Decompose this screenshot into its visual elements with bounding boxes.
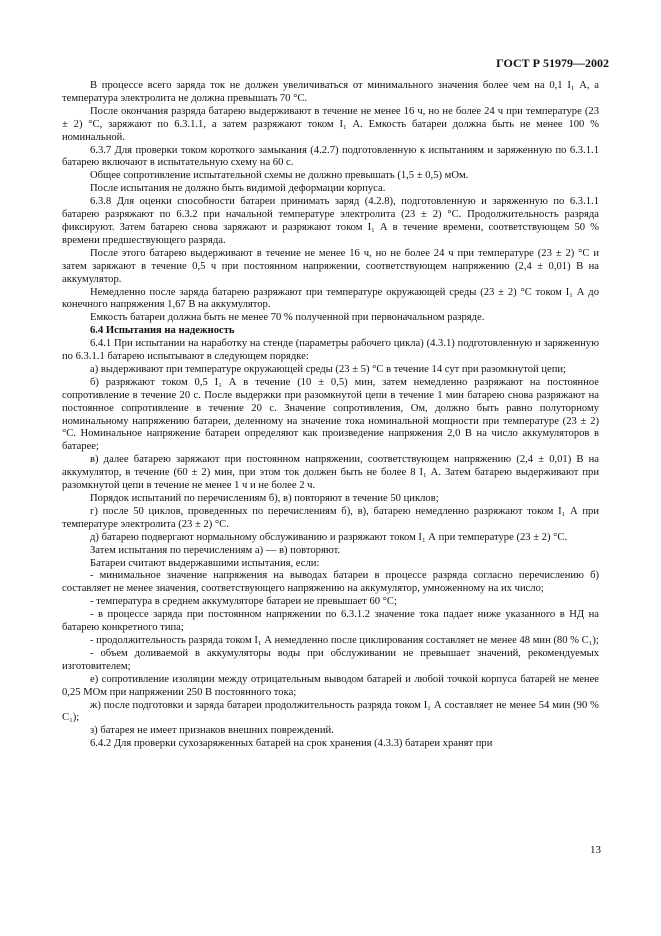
- list-item: - минимальное значение напряжения на выводах батареи в процессе разряда согласно перечислению б) составляет не менее значения, соответствующего напряжению на аккумулятор, умноженному на их число;: [62, 570, 599, 595]
- list-item: - объем доливаемой в аккумуляторы воды при обслуживании не превышает значений, рекомендуемых изготовителем;: [62, 647, 599, 672]
- body-text: [62, 80, 599, 751]
- paragraph: После этого батарею выдерживают в течение не менее 16 ч, но не более 24 ч при температуре (23 ± 2) °С и затем заряжают в течение 0,5 ч при постоянном напряжении, соответствующем напряжению (2,4 ± 0,01) В на аккумулятор.: [62, 247, 599, 285]
- paragraph: Затем испытания по перечислениям а) — в) повторяют.: [90, 544, 341, 556]
- paragraph: Общее сопротивление испытательной схемы не должно превышать (1,5 ± 0,5) мОм.: [90, 170, 469, 182]
- paragraph: В процессе всего заряда ток не должен увеличиваться от минимального значения более чем на 0,1 I₁ А, а температура электролита не должна превышать 70 °С.: [62, 80, 599, 104]
- list-item: ж) после подготовки и заряда батареи продолжительность разряда током I₁ А составляет не менее 54 мин (90 % C₁);: [62, 699, 599, 724]
- list-item: - в процессе заряда при постоянном напряжении по 6.3.1.2 значение тока падает ниже указанного в НД на батарею конкретного типа;: [62, 609, 599, 634]
- page-number: 13: [590, 844, 601, 856]
- paragraph: 6.4.2 Для проверки сухозаряженных батарей на срок хранения (4.3.3) батареи хранят при: [90, 738, 493, 750]
- list-item: г) после 50 циклов, проведенных по перечислениям б), в), батарею немедленно разряжают током I₁ А при температуре электролита (23 ± 2) °С.: [62, 505, 599, 530]
- document-header: ГОСТ Р 51979—2002: [496, 56, 609, 70]
- paragraph: 6.3.8 Для оценки способности батареи принимать заряд (4.2.8), подготовленную и заряженную по 6.3.1.1 батарею разряжают по 6.3.2 при начальной температуре электролита (23 ± 2) °С. Продолжительность разряда фиксируют. Затем батарею снова заряжают и разряжают током I₁ А в течение времени, соответствующем 50 % времени предшествующего разряда.: [62, 196, 599, 246]
- paragraph: Немедленно после заряда батарею разряжают при температуре окружающей среды (23 ± 2) °С током I₁ А до конечного напряжения 1,67 В на аккумулятор.: [62, 286, 599, 311]
- list-item: д) батарею подвергают нормальному обслуживанию и разряжают током I₁ А при температуре (23 ± 2) °С.: [90, 531, 568, 543]
- section-heading: 6.4 Испытания на надежность: [90, 325, 235, 337]
- list-item: е) сопротивление изоляции между отрицательным выводом батарей и любой точкой корпуса батарей не менее 0,25 МОм при напряжении 250 В постоянного тока;: [62, 673, 599, 698]
- paragraph: Батареи считают выдержавшими испытания, если:: [90, 557, 320, 569]
- list-item: - продолжительность разряда током I₁ А немедленно после циклирования составляет не менее 48 мин (80 % C₁);: [90, 634, 599, 646]
- list-item: а) выдерживают при температуре окружающей среды (23 ± 5) °С в течение 14 сут при разомкнутой цепи;: [90, 363, 566, 375]
- paragraph: После испытания не должно быть видимой деформации корпуса.: [90, 183, 386, 195]
- list-item: б) разряжают током 0,5 I₁ А в течение (10 ± 0,5) мин, затем немедленно разряжают на постоянное сопротивление в течение 20 с. После выдержки при разомкнутой цепи в течение 1 мин батарею снова разряжают на постоянное сопротивление в течение 20 с. Значение сопротивления, Ом, должно быть равно полуторному номинальному напряжению батареи, деленному на значение тока номинальной мощности при температуре (23 ± 2) °С. Номинальное напряжение батареи определяют как произведение напряжения 2,0 В на число аккумуляторов в батарее;: [62, 376, 599, 453]
- paragraph: После окончания разряда батарею выдерживают в течение не менее 16 ч, но не более 24 ч при температуре (23 ± 2) °С, заряжают по 6.3.1.1, а затем разряжают током I₁ А. Емкость батареи должна быть не менее 100 % номинальной.: [62, 105, 599, 143]
- paragraph: Порядок испытаний по перечислениям б), в) повторяют в течение 50 циклов;: [90, 493, 439, 504]
- paragraph: 6.3.7 Для проверки током короткого замыкания (4.2.7) подготовленную к испытаниям и заряженную по 6.3.1.1 батарею включают в испытательную схему на 60 с.: [62, 144, 599, 169]
- paragraph: 6.4.1 При испытании на наработку на стенде (параметры рабочего цикла) (4.3.1) подготовленную и заряженную по 6.3.1.1 батарею испытывают в следующем порядке:: [62, 338, 599, 363]
- list-item: з) батарея не имеет признаков внешних повреждений.: [90, 725, 334, 737]
- paragraph: Емкость батареи должна быть не менее 70 % полученной при первоначальном разряде.: [90, 312, 485, 324]
- list-item: - температура в среднем аккумуляторе батареи не превышает 60 °С;: [90, 596, 397, 608]
- list-item: в) далее батарею заряжают при постоянном напряжении, соответствующем напряжению (2,4 ± 0,01) В на аккумулятор, в течение (60 ± 2) мин, при этом ток должен быть не более 8 I₁ А. Затем батарею выдерживают при разомкнутой цепи в течение не менее 1 ч и не более 2 ч.: [62, 454, 599, 492]
